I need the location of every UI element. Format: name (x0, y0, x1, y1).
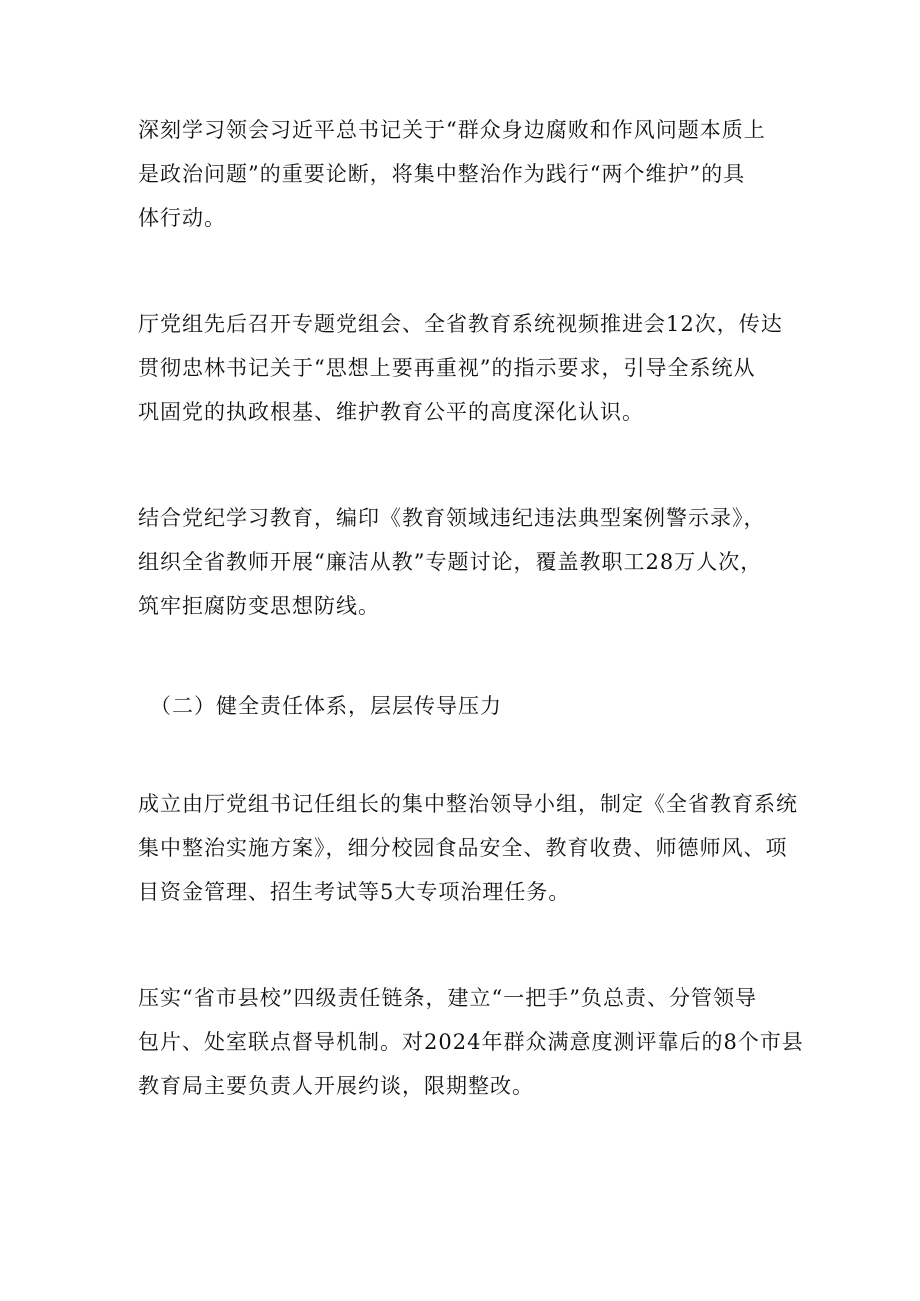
text-line: 是政治问题”的重要论断，将集中整治作为践行“两个维护”的具 (138, 162, 746, 186)
text-line: 巩固党的执政根基、维护教育公平的高度深化认识。 (138, 400, 644, 424)
text-line: 体行动。 (138, 206, 226, 230)
text-line: 结合党纪学习教育，编印《教育领域违纪违法典型案例警示录》， (138, 506, 766, 530)
paragraph-study-spirit (138, 108, 788, 240)
text-line: 目资金管理、招生考试等5大专项治理任务。 (138, 880, 571, 904)
text-line: 包片、处室联点督导机制。对2024年群众满意度测评靠后的8个市县 (138, 1030, 804, 1054)
paragraph-party-meetings (138, 302, 788, 434)
section-heading: （二）健全责任体系，层层传导压力 (150, 694, 502, 718)
text-line: 集中整治实施方案》，细分校园食品安全、教育收费、师德师风、项 (138, 836, 788, 860)
text-line: 组织全省教师开展“廉洁从教”专题讨论，覆盖教职工28万人次， (138, 550, 763, 574)
text-line: 深刻学习领会习近平总书记关于“群众身边腐败和作风问题本质上 (138, 118, 766, 142)
text-line: 贯彻忠林书记关于“思想上要再重视”的指示要求，引导全系统从 (138, 356, 756, 380)
text-line: 成立由厅党组书记任组长的集中整治领导小组，制定《全省教育系统 (138, 792, 798, 816)
paragraph-leading-group (138, 782, 798, 914)
paragraph-discipline-education (138, 496, 788, 628)
text-line: 压实“省市县校”四级责任链条，建立“一把手”负总责、分管领导 (138, 986, 757, 1010)
text-line: 厅党组先后召开专题党组会、全省教育系统视频推进会12次，传达 (138, 312, 783, 336)
text-line: 教育局主要负责人开展约谈，限期整改。 (138, 1074, 534, 1098)
text-line: 筑牢拒腐防变思想防线。 (138, 594, 380, 618)
paragraph-responsibility-chain (138, 976, 804, 1108)
